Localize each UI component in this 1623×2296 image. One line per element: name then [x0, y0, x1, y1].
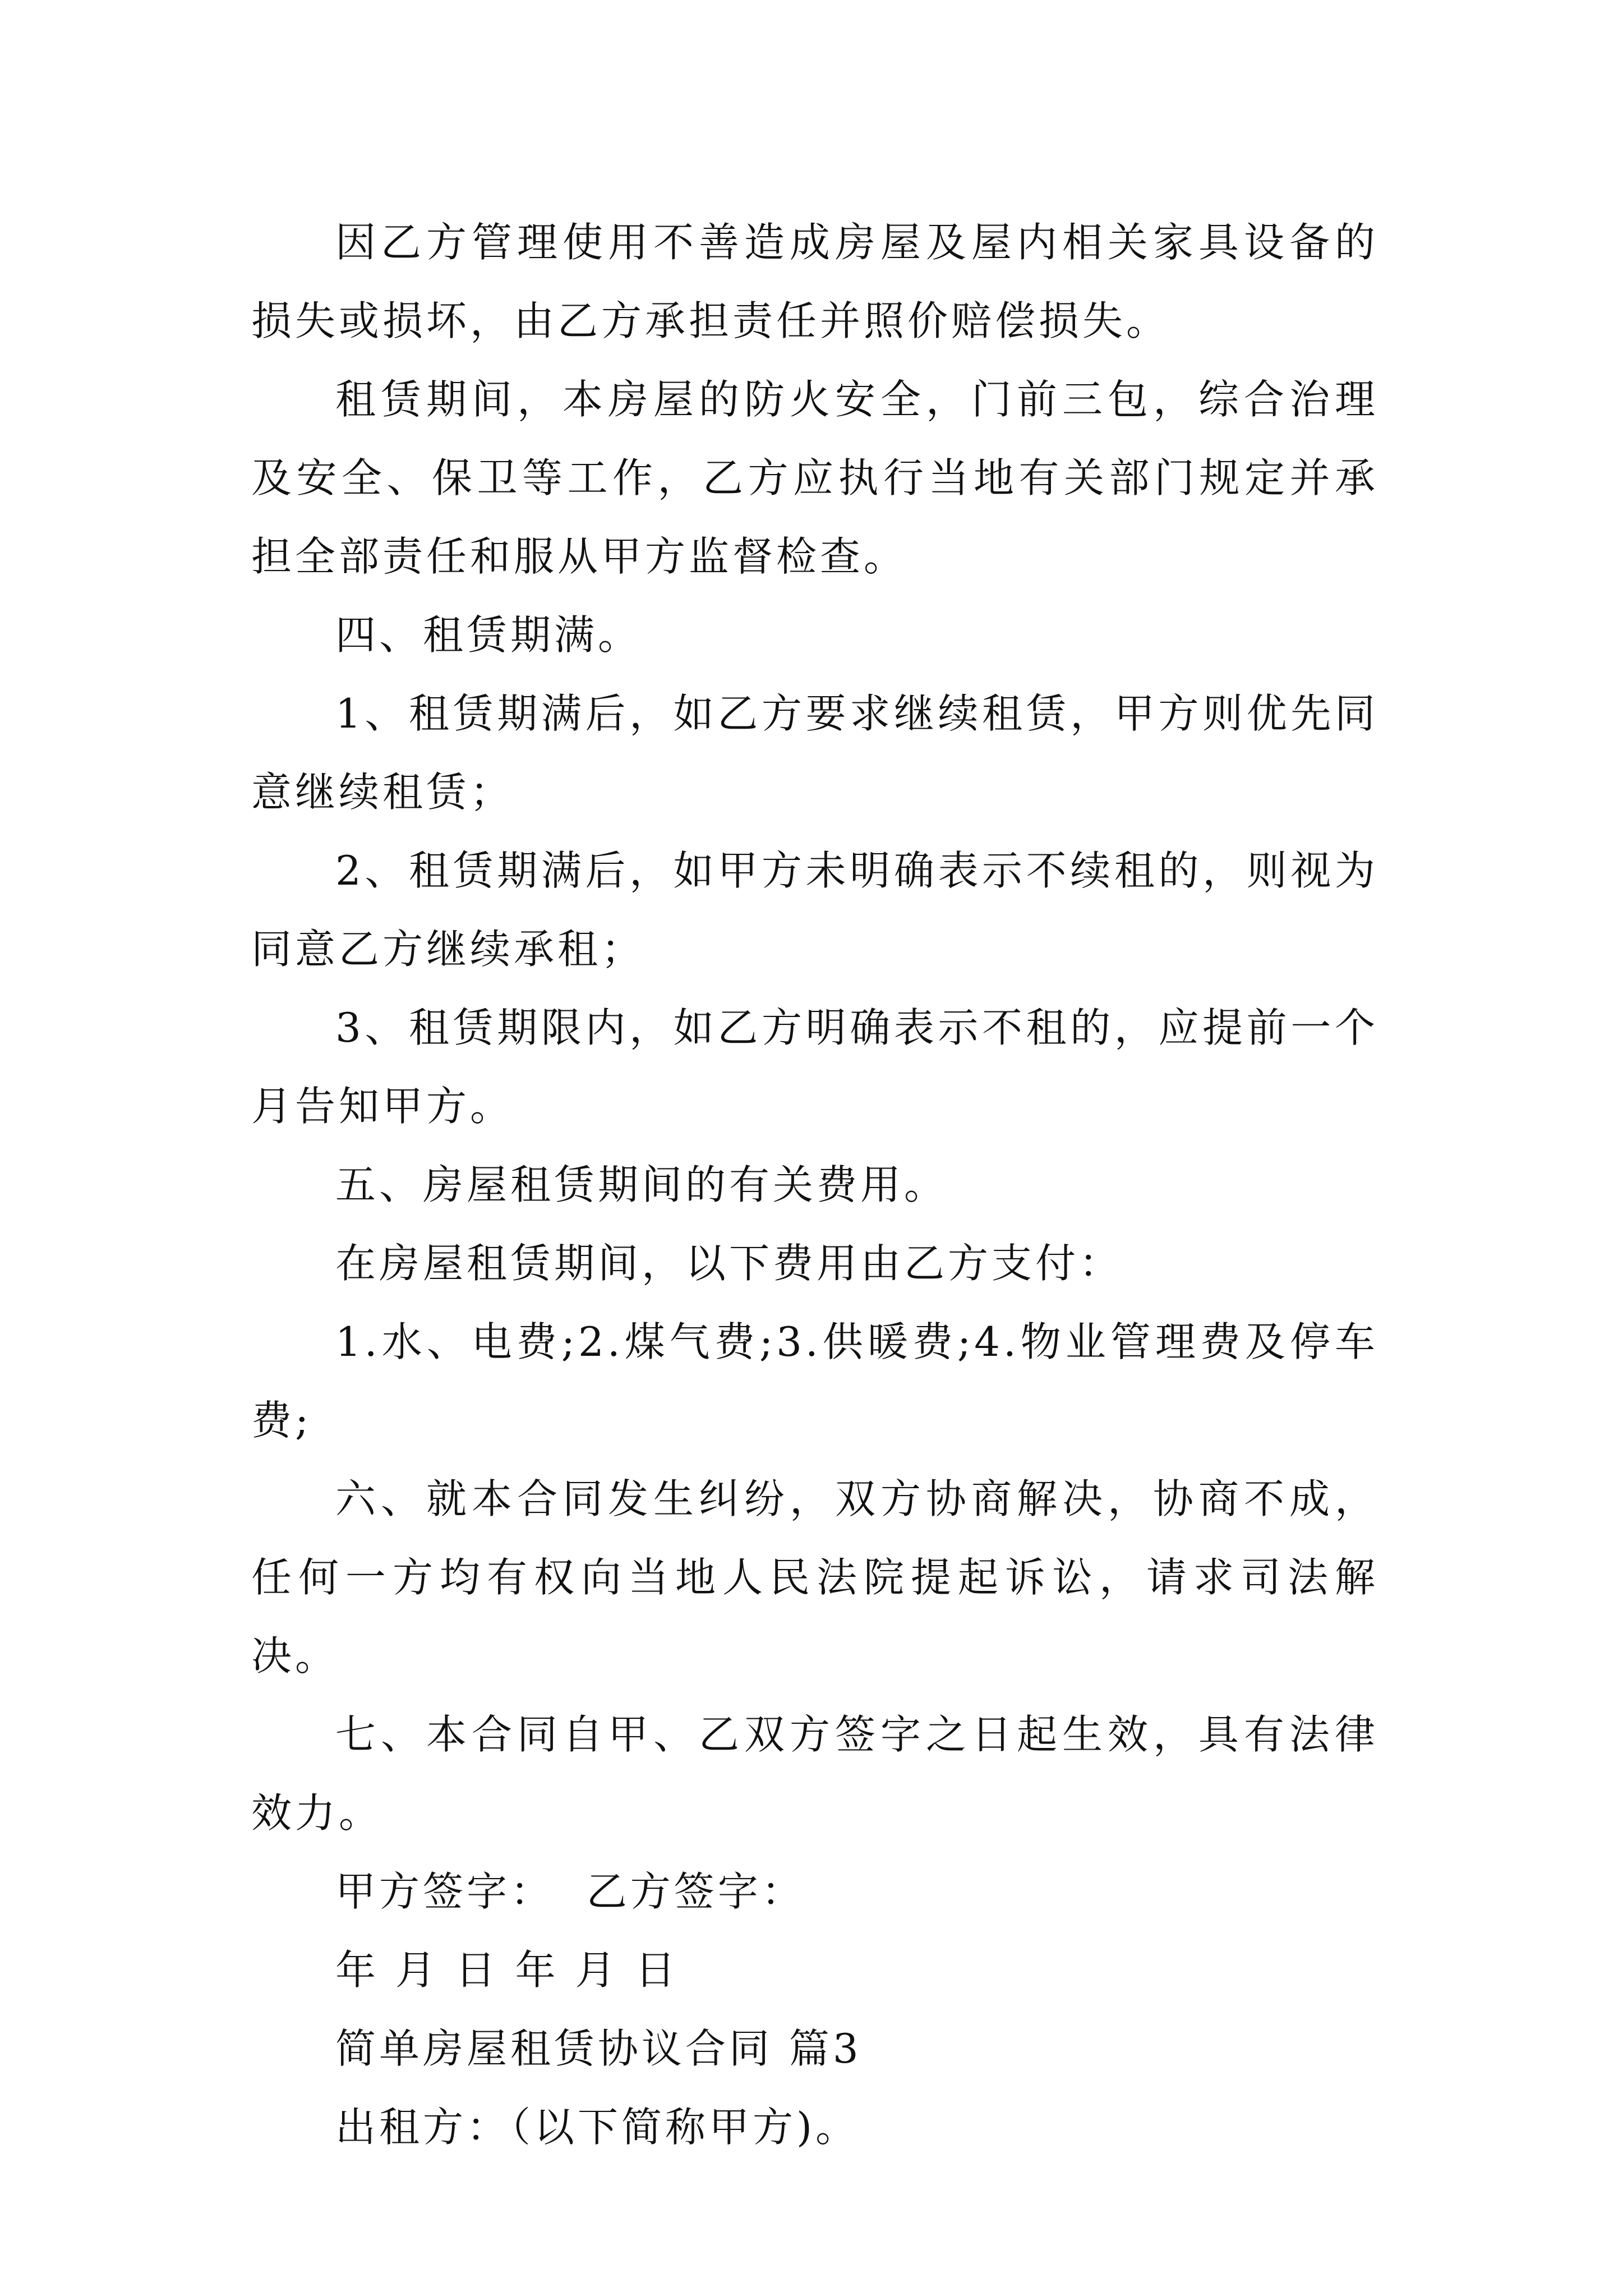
contract-title-part3: 简单房屋租赁协议合同 篇3: [335, 2025, 862, 2072]
section-effective-date: 七、本合同自甲、乙双方签字之日起生效，具有法律效力。: [251, 1711, 1378, 1837]
section-dispute-resolution: 六、就本合同发生纠纷，双方协商解决，协商不成，任何一方均有权向当地人民法院提起诉讼，请求司法解决。: [251, 1475, 1378, 1680]
paragraph-fees-intro: 在房屋租赁期间，以下费用由乙方支付：: [335, 1240, 1123, 1287]
paragraph-damage-liability: 因乙方管理使用不善造成房屋及屋内相关家具设备的损失或损坏，由乙方承担责任并照价赔偿损失。: [251, 219, 1378, 344]
lessor-line: 出租方：（以下简称甲方)。: [335, 2104, 860, 2151]
section-heading-lease-expiry: 四、租赁期满。: [335, 611, 642, 659]
document-body: [251, 203, 1378, 2166]
date-line: 年 月 日 年 月 日: [335, 1947, 679, 1994]
paragraph-fire-safety: 租赁期间，本房屋的防火安全，门前三包，综合治理及安全、保卫等工作，乙方应执行当地有关部门规定并承担全部责任和服从甲方监督检查。: [251, 376, 1378, 580]
clause-early-notice: 3、租赁期限内，如乙方明确表示不租的，应提前一个月告知甲方。: [251, 1004, 1378, 1130]
signature-line: 甲方签字： 乙方签字：: [335, 1868, 805, 1915]
clause-implied-renewal: 2、租赁期满后，如甲方未明确表示不续租的，则视为同意乙方继续承租；: [251, 847, 1378, 973]
clause-renewal-priority: 1、租赁期满后，如乙方要求继续租赁，甲方则优先同意继续租赁；: [251, 690, 1378, 816]
list-fees: 1.水、电费;2.煤气费;3.供暖费;4.物业管理费及停车费;: [251, 1318, 1378, 1444]
section-heading-fees: 五、房屋租赁期间的有关费用。: [335, 1161, 948, 1208]
